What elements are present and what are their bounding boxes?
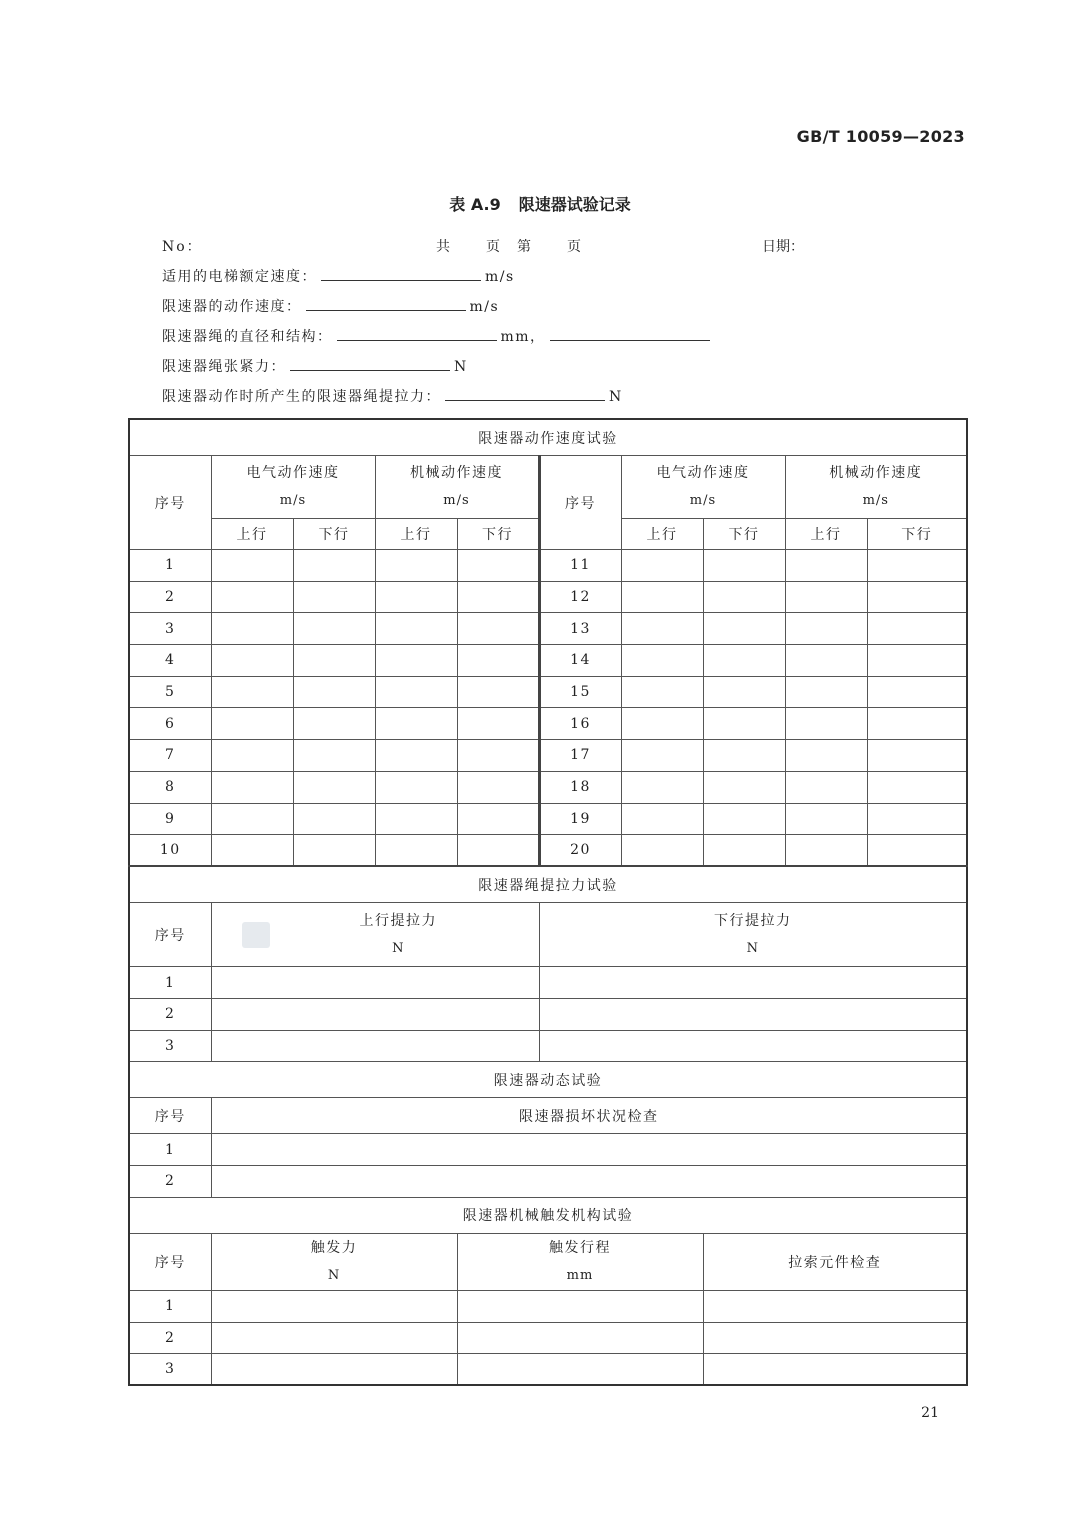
seq-number: 20	[539, 835, 621, 867]
dynamic-seq-header: 序号	[129, 1098, 211, 1134]
speed-value-cell[interactable]	[211, 740, 293, 772]
trigger-travel-cell[interactable]	[457, 1290, 703, 1322]
speed-value-cell[interactable]	[703, 581, 785, 613]
seq-number: 1	[129, 967, 211, 999]
seq-number: 3	[129, 1030, 211, 1062]
dynamic-test-title: 限速器动态试验	[129, 1062, 967, 1098]
speed-value-cell[interactable]	[293, 803, 375, 835]
seq-number: 2	[129, 999, 211, 1031]
seq-number: 12	[539, 581, 621, 613]
damage-check-cell[interactable]	[211, 1166, 967, 1198]
speed-value-cell[interactable]	[375, 613, 457, 645]
cable-check-cell[interactable]	[703, 1290, 967, 1322]
rope-tension-blank[interactable]	[290, 356, 450, 371]
speed-value-cell[interactable]	[703, 740, 785, 772]
speed-value-cell[interactable]	[785, 613, 867, 645]
field-rated-speed: 适用的电梯额定速度： m/s	[162, 266, 515, 286]
field-rope-tension: 限速器绳张紧力： N	[162, 356, 468, 376]
speed-value-cell[interactable]	[785, 708, 867, 740]
speed-seq-header-right: 序号	[539, 456, 621, 550]
seq-number: 15	[539, 676, 621, 708]
speed-value-cell[interactable]	[293, 740, 375, 772]
standard-code: GB/T 10059—2023	[796, 127, 965, 146]
speed-value-cell[interactable]	[785, 645, 867, 677]
speed-value-cell[interactable]	[867, 740, 967, 772]
trigger-seq-header: 序号	[129, 1233, 211, 1290]
speed-value-cell[interactable]	[621, 613, 703, 645]
rope-pull-force-blank[interactable]	[445, 386, 605, 401]
speed-value-cell[interactable]	[867, 771, 967, 803]
speed-value-cell[interactable]	[211, 803, 293, 835]
seq-number: 5	[129, 676, 211, 708]
seq-number: 14	[539, 645, 621, 677]
speed-value-cell[interactable]	[293, 550, 375, 582]
table-row	[129, 676, 967, 708]
speed-value-cell[interactable]	[785, 803, 867, 835]
seq-number: 11	[539, 550, 621, 582]
seq-number: 4	[129, 645, 211, 677]
speed-value-cell[interactable]	[621, 645, 703, 677]
speed-value-cell[interactable]	[867, 581, 967, 613]
speed-value-cell[interactable]	[293, 613, 375, 645]
seq-number: 18	[539, 771, 621, 803]
speed-value-cell[interactable]	[375, 550, 457, 582]
trigger-travel-header: 触发行程 mm	[457, 1233, 703, 1290]
speed-value-cell[interactable]	[703, 708, 785, 740]
speed-value-cell[interactable]	[785, 740, 867, 772]
tripping-speed-blank[interactable]	[306, 296, 466, 311]
table-row	[129, 835, 967, 867]
seq-number: 1	[129, 1134, 211, 1166]
speed-value-cell[interactable]	[375, 645, 457, 677]
trigger-travel-cell[interactable]	[457, 1354, 703, 1386]
up-pull-force-cell[interactable]	[211, 967, 539, 999]
rope-seq-header: 序号	[129, 903, 211, 967]
trigger-test-title: 限速器机械触发机构试验	[129, 1197, 967, 1233]
seq-number: 1	[129, 550, 211, 582]
speed-value-cell[interactable]	[621, 708, 703, 740]
speed-value-cell[interactable]	[867, 645, 967, 677]
speed-value-cell[interactable]	[211, 676, 293, 708]
speed-value-cell[interactable]	[457, 550, 539, 582]
speed-value-cell[interactable]	[703, 771, 785, 803]
table-row	[129, 1166, 967, 1198]
mech-down-header: 下行	[457, 519, 539, 550]
speed-value-cell[interactable]	[211, 581, 293, 613]
speed-value-cell[interactable]	[785, 581, 867, 613]
total-pages-label: 共	[436, 239, 450, 255]
speed-value-cell[interactable]	[867, 613, 967, 645]
rope-up-header: 上行提拉力 N	[211, 903, 539, 967]
watermark-logo	[242, 922, 270, 948]
rope-diameter-blank[interactable]	[337, 326, 497, 341]
speed-value-cell[interactable]	[457, 835, 539, 867]
table-row	[129, 613, 967, 645]
page-label: 页	[567, 239, 581, 255]
table-row	[129, 803, 967, 835]
elec-up-header-right: 上行	[621, 519, 703, 550]
speed-value-cell[interactable]	[867, 708, 967, 740]
speed-value-cell[interactable]	[457, 740, 539, 772]
speed-value-cell[interactable]	[457, 613, 539, 645]
speed-value-cell[interactable]	[457, 581, 539, 613]
table-row	[129, 550, 967, 582]
date-label: 日期：	[762, 239, 804, 255]
speed-value-cell[interactable]	[703, 803, 785, 835]
speed-value-cell[interactable]	[621, 803, 703, 835]
table-row	[129, 1030, 967, 1062]
elec-up-header: 上行	[211, 519, 293, 550]
rated-speed-blank[interactable]	[321, 266, 481, 281]
speed-value-cell[interactable]	[457, 676, 539, 708]
speed-value-cell[interactable]	[375, 835, 457, 867]
seq-number: 13	[539, 613, 621, 645]
speed-value-cell[interactable]	[211, 771, 293, 803]
seq-number: 10	[129, 835, 211, 867]
mech-up-header: 上行	[375, 519, 457, 550]
table-row	[129, 740, 967, 772]
mech-up-header-right: 上行	[785, 519, 867, 550]
speed-value-cell[interactable]	[621, 771, 703, 803]
speed-seq-header: 序号	[129, 456, 211, 550]
speed-value-cell[interactable]	[293, 708, 375, 740]
mech-speed-header-right: 机械动作速度 m/s	[785, 456, 967, 519]
table-row	[129, 1290, 967, 1322]
trigger-travel-cell[interactable]	[457, 1322, 703, 1354]
speed-value-cell[interactable]	[457, 645, 539, 677]
up-pull-force-cell[interactable]	[211, 999, 539, 1031]
speed-value-cell[interactable]	[621, 835, 703, 867]
table-row	[129, 1322, 967, 1354]
speed-value-cell[interactable]	[375, 708, 457, 740]
rope-test-title: 限速器绳提拉力试验	[129, 866, 967, 903]
seq-number: 2	[129, 581, 211, 613]
speed-value-cell[interactable]	[785, 550, 867, 582]
speed-value-cell[interactable]	[211, 835, 293, 867]
speed-value-cell[interactable]	[785, 835, 867, 867]
speed-value-cell[interactable]	[621, 740, 703, 772]
table-title	[0, 192, 1080, 215]
trigger-force-cell[interactable]	[211, 1322, 457, 1354]
up-pull-force-cell[interactable]	[211, 1030, 539, 1062]
governor-test-record-table	[128, 418, 968, 1386]
down-pull-force-cell[interactable]	[539, 999, 967, 1031]
speed-value-cell[interactable]	[293, 676, 375, 708]
speed-value-cell[interactable]	[293, 581, 375, 613]
down-pull-force-cell[interactable]	[539, 967, 967, 999]
elec-down-header-right: 下行	[703, 519, 785, 550]
table-row	[129, 771, 967, 803]
speed-value-cell[interactable]	[293, 645, 375, 677]
damage-check-header: 限速器损坏状况检查	[211, 1098, 967, 1134]
speed-value-cell[interactable]	[703, 676, 785, 708]
elec-speed-header: 电气动作速度 m/s	[211, 456, 375, 519]
speed-value-cell[interactable]	[785, 771, 867, 803]
table-row	[129, 708, 967, 740]
seq-number: 1	[129, 1290, 211, 1322]
speed-value-cell[interactable]	[785, 676, 867, 708]
mech-speed-header: 机械动作速度 m/s	[375, 456, 539, 519]
table-row	[129, 999, 967, 1031]
trigger-force-cell[interactable]	[211, 1354, 457, 1386]
speed-value-cell[interactable]	[703, 613, 785, 645]
page-number: 21	[921, 1405, 939, 1421]
table-number: 表 A.9	[449, 195, 501, 214]
table-row	[129, 1354, 967, 1386]
table-row	[129, 1134, 967, 1166]
trigger-force-cell[interactable]	[211, 1290, 457, 1322]
speed-value-cell[interactable]	[375, 803, 457, 835]
seq-number: 16	[539, 708, 621, 740]
speed-value-cell[interactable]	[457, 803, 539, 835]
speed-value-cell[interactable]	[703, 550, 785, 582]
cable-check-cell[interactable]	[703, 1354, 967, 1386]
seq-number: 3	[129, 1354, 211, 1386]
record-no-label: No：	[162, 239, 203, 255]
speed-value-cell[interactable]	[621, 581, 703, 613]
speed-value-cell[interactable]	[375, 581, 457, 613]
speed-value-cell[interactable]	[457, 708, 539, 740]
speed-value-cell[interactable]	[457, 771, 539, 803]
field-tripping-speed: 限速器的动作速度： m/s	[162, 296, 499, 316]
speed-value-cell[interactable]	[867, 835, 967, 867]
damage-check-cell[interactable]	[211, 1134, 967, 1166]
cable-check-header: 拉索元件检查	[703, 1233, 967, 1290]
speed-test-title: 限速器动作速度试验	[129, 419, 967, 456]
down-pull-force-cell[interactable]	[539, 1030, 967, 1062]
speed-value-cell[interactable]	[211, 645, 293, 677]
seq-number: 2	[129, 1322, 211, 1354]
trigger-force-header: 触发力 N	[211, 1233, 457, 1290]
speed-value-cell[interactable]	[621, 550, 703, 582]
speed-value-cell[interactable]	[375, 740, 457, 772]
seq-number: 6	[129, 708, 211, 740]
speed-value-cell[interactable]	[703, 645, 785, 677]
table-row	[129, 581, 967, 613]
seq-number: 8	[129, 771, 211, 803]
speed-value-cell[interactable]	[867, 803, 967, 835]
page-of-label: 第	[517, 239, 531, 255]
rope-structure-blank[interactable]	[550, 326, 710, 341]
pages-label: 页	[486, 239, 500, 255]
field-rope-pull-force: 限速器动作时所产生的限速器绳提拉力： N	[162, 386, 623, 406]
speed-value-cell[interactable]	[703, 835, 785, 867]
mech-down-header-right: 下行	[867, 519, 967, 550]
speed-value-cell[interactable]	[867, 550, 967, 582]
seq-number: 7	[129, 740, 211, 772]
seq-number: 2	[129, 1166, 211, 1198]
seq-number: 19	[539, 803, 621, 835]
cable-check-cell[interactable]	[703, 1322, 967, 1354]
table-name: 限速器试验记录	[518, 195, 631, 214]
speed-value-cell[interactable]	[211, 613, 293, 645]
speed-value-cell[interactable]	[293, 835, 375, 867]
speed-value-cell[interactable]	[211, 708, 293, 740]
elec-down-header: 下行	[293, 519, 375, 550]
speed-value-cell[interactable]	[621, 676, 703, 708]
speed-value-cell[interactable]	[375, 771, 457, 803]
seq-number: 17	[539, 740, 621, 772]
speed-value-cell[interactable]	[293, 771, 375, 803]
speed-value-cell[interactable]	[211, 550, 293, 582]
seq-number: 9	[129, 803, 211, 835]
speed-value-cell[interactable]	[375, 676, 457, 708]
field-rope-diameter: 限速器绳的直径和结构： mm，	[162, 326, 714, 346]
seq-number: 3	[129, 613, 211, 645]
table-row	[129, 967, 967, 999]
rope-down-header: 下行提拉力 N	[539, 903, 967, 967]
speed-value-cell[interactable]	[867, 676, 967, 708]
elec-speed-header-right: 电气动作速度 m/s	[621, 456, 785, 519]
table-row	[129, 645, 967, 677]
